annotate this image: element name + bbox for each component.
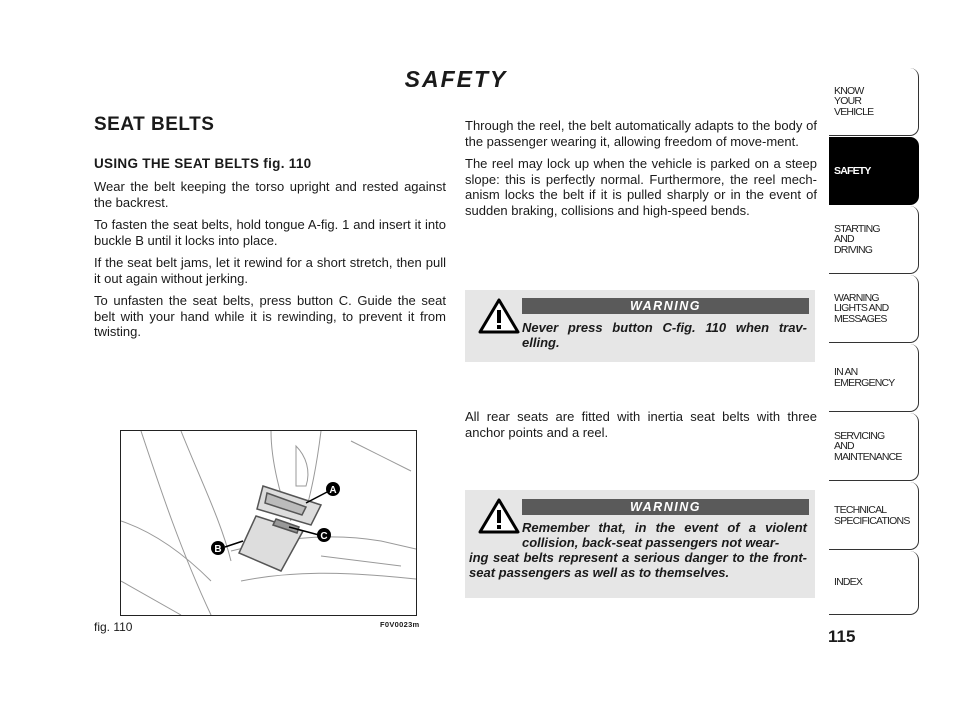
figure-110-illustration [120,430,417,616]
paragraph: All rear seats are fitted with inertia seat belts with three anchor points and a reel. [465,409,817,440]
paragraph: To fasten the seat belts, hold tongue A-fig. 1 and insert it into buckle B until it locks into place. [94,217,446,248]
subheading: USING THE SEAT BELTS fig. 110 [94,156,312,171]
warning-text: Remember that, in the event of a violent collision, back-seat passengers not wear- [522,520,807,550]
warning-triangle-icon [478,298,520,334]
section-heading: SEAT BELTS [94,114,215,135]
page-number: 115 [828,627,856,646]
figure-code: F0V0023m [380,620,420,629]
sidebar-item-label: KNOW YOUR VEHICLE [834,84,874,118]
sidebar-item-label: INDEX [834,576,863,589]
sidebar-item-label: IN AN EMERGENCY [834,366,895,389]
paragraph: The reel may lock up when the vehicle is parked on a steep slope: this is perfectly normal. Furthermore, the reel mech-anism locks the belt if it is pulled sharply or in the event of sudden braking, collisions and high-speed bends. [465,156,817,218]
callout-marker-C [317,528,331,542]
warning-box [465,490,815,598]
callout-label-b: B [214,544,222,555]
warning-label: WARNING [522,298,809,314]
paragraph: To unfasten the seat belts, press button C. Guide the seat belt with your hand while it is rewinding, to prevent it from twisting. [94,293,446,339]
warning-triangle-icon [478,498,520,534]
warning-label: WARNING [522,499,809,515]
seat-belt-buckle-illustration [121,431,416,615]
sidebar-item-in-an-emergency[interactable] [829,344,919,412]
right-column-top [465,118,817,225]
paragraph: Through the reel, the belt automatically adapts to the body of the passenger wearing it, allowing freedom of move-ment. [465,118,817,149]
callout-label-c: C [320,531,328,542]
left-column [94,179,446,347]
paragraph: If the seat belt jams, let it rewind for a short stretch, then pull it out again without jerking. [94,255,446,286]
sidebar-item-safety[interactable] [829,137,919,205]
sidebar-item-servicing-and-maintenance[interactable] [829,413,919,481]
callout-marker-B [211,541,225,555]
sidebar-item-label: SAFETY [834,164,871,177]
sidebar-item-technical-specifications[interactable] [829,482,919,550]
right-column-middle [465,409,817,447]
sidebar-item-starting-and-driving[interactable] [829,206,919,274]
paragraph: Wear the belt keeping the torso upright and rested against the backrest. [94,179,446,210]
sidebar-item-label: SERVICING AND MAINTENANCE [834,429,902,463]
callout-marker-A [326,482,340,496]
sidebar-item-know-your-vehicle[interactable] [829,68,919,136]
figure-caption: fig. 110 [94,620,133,634]
sidebar-item-warning-lights-and-messages[interactable] [829,275,919,343]
sidebar-item-label: TECHNICAL SPECIFICATIONS [834,504,910,527]
sidebar-item-label: WARNING LIGHTS AND MESSAGES [834,291,889,325]
page-title: SAFETY [404,66,508,92]
warning-text: Never press button C-fig. 110 when trav-elling. [522,320,807,350]
warning-text-continued: ing seat belts represent a serious danger to the front-seat passengers as well as to themselves. [469,550,807,580]
sidebar-item-index[interactable] [829,551,919,615]
warning-box [465,290,815,362]
callout-label-a: A [329,485,337,496]
sidebar-item-label: STARTING AND DRIVING [834,222,880,256]
